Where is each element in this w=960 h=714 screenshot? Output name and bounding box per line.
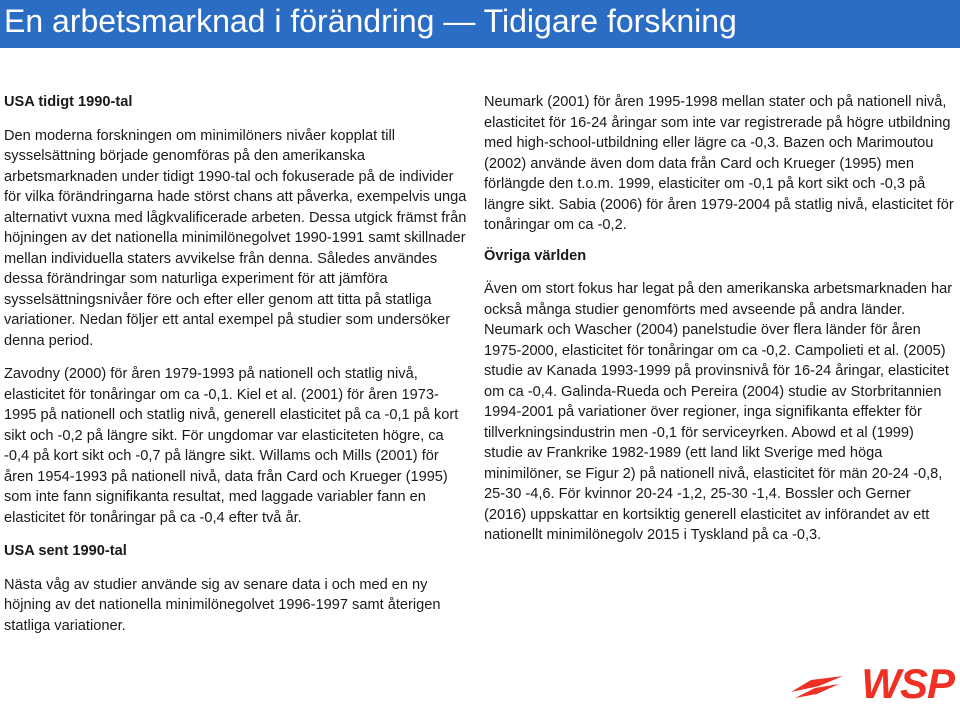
title-bar [0,0,960,48]
wsp-logo-text: WSP [861,660,954,707]
left-column [4,92,470,648]
slide-title: En arbetsmarknad i förändring — Tidigare forskning [4,3,737,39]
paragraph-early-90s-intro: Den moderna forskningen om minimilöners nivåer kopplat till sysselsättning började genomföras på den amerikanska arbetsmarknaden under tidigt 1990-tal och fokuserade på de individer för vilka förändringarna hade störst chans att påverka, exempelvis unga alternativt vuxna med lågkvalificerade arbeten. Dessa utgick främst från höjningen av det nationella minimilönegolvet 1990-1991 samt skillnader mellan individuella staters avvikelse från denna. Således användes dessa förändringar som naturliga experiment för att jämföra sysselsättningsnivåer före och efter eller genom att titta på statliga variationer. Nedan följer ett antal exempel på studier som undersöker denna period. [4,127,467,349]
heading-usa-late-90s: USA sent 1990-tal [4,543,127,559]
right-column [484,92,954,558]
heading-rest-of-world: Övriga världen [484,247,587,264]
wsp-logo-mark-icon [789,670,845,700]
paragraph-rest-of-world-studies: Även om stort fokus har legat på den amerikanska arbetsmarknaden har också många studier genomförts med avseende på andra länder. Neumark och Wascher (2004) panelstudie över flera länder för åren 1975-2000, elasticitet för tonåringar om ca -0,2. Campolieti et al. (2005) studie av Kanada 1993-1999 på provinsnivå för 16-24 åringar, elasticitet om ca -0,4. Galinda-Rueda och Pereira (2004) studie av Storbritannien 1994-2001 på variationer över regioner, inga signifikanta effekter för tillverkningsindustrin men -0,1 för serviceyrken. Abowd et al (1999) studie av Frankrike 1982-1989 (ett land likt Sverige med höga minimilöner, se Figur 2) på nationell nivå, elasticitet för män 20-24 -0,8, 25-30 -4,6. För kvinnor 20-24 -1,2, 25-30 -1,4. Bossler och Gerner (2016) uppskattar en kortsiktig generell elasticitet av införandet av ett nationellt minimilönegolv 2015 i Tyskland på ca -0,3. [484,281,953,543]
wsp-logo [789,662,954,706]
heading-usa-early-90s: USA tidigt 1990-tal [4,94,133,110]
paragraph-late-90s-studies: Neumark (2001) för åren 1995-1998 mellan stater och på nationell nivå, elasticitet för 16-24 åringar som inte var registrerade på högre utbildning med high-school-utbildning eller lägre ca -0,3. Bazen och Marimoutou (2002) använde även dom data från Card och Krueger (1995) men förlängde den t.o.m. 1999, elasticiter om -0,1 på kort sikt och -0,3 på längre sikt. Sabia (2006) för åren 1979-2004 på statlig nivå, elasticitet för tonåringar om ca -0,2. [484,94,954,233]
paragraph-late-90s-intro: Nästa våg av studier använde sig av senare data i och med en ny höjning av det nationella minimilönegolvet 1996-1997 samt återigen statliga variationer. [4,576,441,634]
paragraph-early-90s-studies: Zavodny (2000) för åren 1979-1993 på nationell och statlig nivå, elasticitet för tonåringar om ca -0,1. Kiel et al. (2001) för åren 1973-1995 på nationell och statlig nivå, generell elasticitet på ca -0,1 på kort sikt och -0,2 på längre sikt. För ungdomar var elasticiteten högre, ca -0,4 på kort sikt och -0,7 på längre sikt. Willams och Mills (2001) för åren 1954-1993 på nationell nivå, data från Card och Krueger (1995) som inte fann signifikanta resultat, med laggade variabler fann en elasticitet för tonåringar på ca -0,4 efter två år. [4,366,459,526]
